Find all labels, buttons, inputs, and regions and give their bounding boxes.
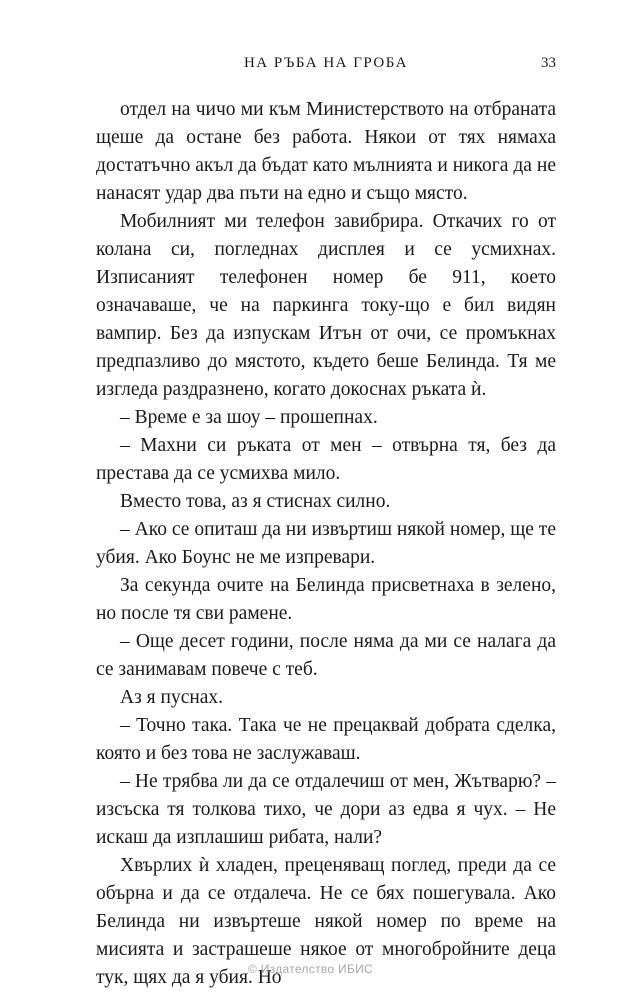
paragraph: Вместо това, аз я стиснах силно. bbox=[120, 491, 391, 512]
paragraph: – Още десет години, после няма да ми се налага да се занимавам повече с теб. bbox=[96, 631, 556, 680]
paragraph: За секунда очите на Белинда присветнаха в зелено, но после тя сви рамене. bbox=[96, 575, 556, 624]
publisher-copyright: © Издателство ИБИС bbox=[247, 962, 374, 976]
body-text bbox=[96, 96, 556, 992]
running-title: НА РЪБА НА ГРОБА bbox=[243, 55, 409, 71]
paragraph: отдел на чичо ми към Министерството на отбраната щеше да остане без работа. Някои от тях нямаха достатъчно акъл да бъдат като мълнията и никога да не нанасят удар два пъти на едно и също място. bbox=[96, 99, 556, 204]
paragraph: – Време е за шоу – прошепнах. bbox=[120, 407, 378, 428]
paragraph: – Не трябва ли да се отдалечиш от мен, Жътварю? – изсъска тя толкова тихо, че дори аз едва я чух. – Не искаш да изплашиш рибата, нали? bbox=[96, 771, 556, 848]
paragraph: – Точно така. Така че не прецаквай добрата сделка, която и без това не заслужаваш. bbox=[96, 715, 556, 764]
paragraph: Мобилният ми телефон завибрира. Откачих го от колана си, погледнах дисплея и се усмихнах. Изписаният телефонен номер бе 911, което означаваше, че на паркинга току-що е бил видян вампир. Без да изпускам Итън от очи, се промъкнах предпазливо до мястото, където беше Белинда. Тя ме изгледа раздразнено, когато докоснах ръката ѝ. bbox=[96, 211, 556, 400]
page-number: 33 bbox=[541, 55, 556, 71]
paragraph: Хвърлих ѝ хладен, преценяващ поглед, преди да се обърна и да се отдалеча. Не се бях пошегувала. Ако Белинда ни извъртеше някой номер по време на мисията и застрашеше някое от многобройните деца тук, щях да я убия. Но bbox=[96, 855, 556, 988]
paragraph: – Ако се опиташ да ни извъртиш някой номер, ще те убия. Ако Боунс не ме изпревари. bbox=[96, 519, 556, 568]
paragraph: Аз я пуснах. bbox=[120, 687, 224, 708]
running-head bbox=[96, 52, 556, 74]
paragraph: – Махни си ръката от мен – отвърна тя, без да престава да се усмихва мило. bbox=[96, 435, 556, 484]
